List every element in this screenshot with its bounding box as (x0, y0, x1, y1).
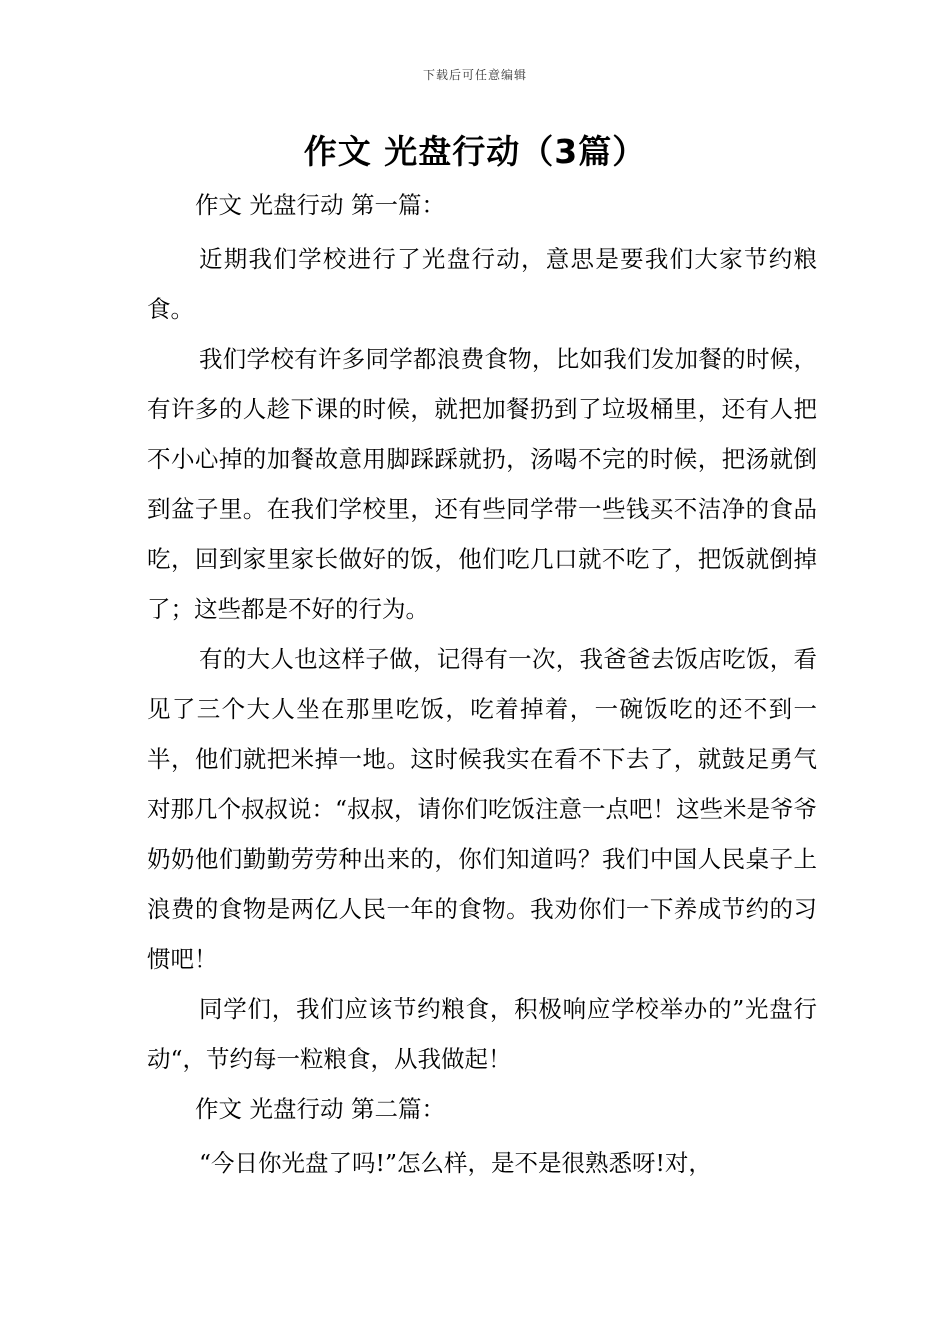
section-1-paragraph-4: 同学们，我们应该节约粮食，积极响应学校举办的”光盘行动“，节约每一粒粮食，从我做起！ (147, 995, 817, 1073)
section-1-paragraph-2: 我们学校有许多同学都浪费食物，比如我们发加餐的时候，有许多的人趁下课的时候，就把加餐扔到了垃圾桶里，还有人把不小心掉的加餐故意用脚踩踩就扔，汤喝不完的时候，把汤就倒到盆子里。在我们学校里，还有些同学带一些钱买不洁净的食品吃，回到家里家长做好的饭，他们吃几口就不吃了，把饭就倒掉了；这些都是不好的行为。 (147, 345, 817, 623)
section-2-subheading: 作文 光盘行动 第二篇： (195, 1095, 445, 1123)
section-1-paragraph-3: 有的大人也这样子做，记得有一次，我爸爸去饭店吃饭，看见了三个大人坐在那里吃饭，吃着掉着，一碗饭吃的还不到一半，他们就把米掉一地。这时候我实在看不下去了，就鼓足勇气对那几个叔叔说：“叔叔，请你们吃饭注意一点吧！这些米是爷爷奶奶他们勤勤劳劳种出来的，你们知道吗？我们中国人民桌子上浪费的食物是两亿人民一年的食物。我劝你们一下养成节约的习惯吧！ (147, 645, 818, 973)
section-1-paragraph-1: 近期我们学校进行了光盘行动，意思是要我们大家节约粮食。 (147, 245, 817, 323)
document-body (147, 180, 817, 1188)
section-1-subheading: 作文 光盘行动 第一篇： (195, 191, 445, 219)
header-note: 下载后可任意编辑 (422, 68, 527, 82)
document-title: 作文 光盘行动（3篇） (303, 132, 647, 171)
section-2-paragraph-1: “今日你光盘了吗!”怎么样，是不是很熟悉呀!对， (199, 1149, 712, 1177)
